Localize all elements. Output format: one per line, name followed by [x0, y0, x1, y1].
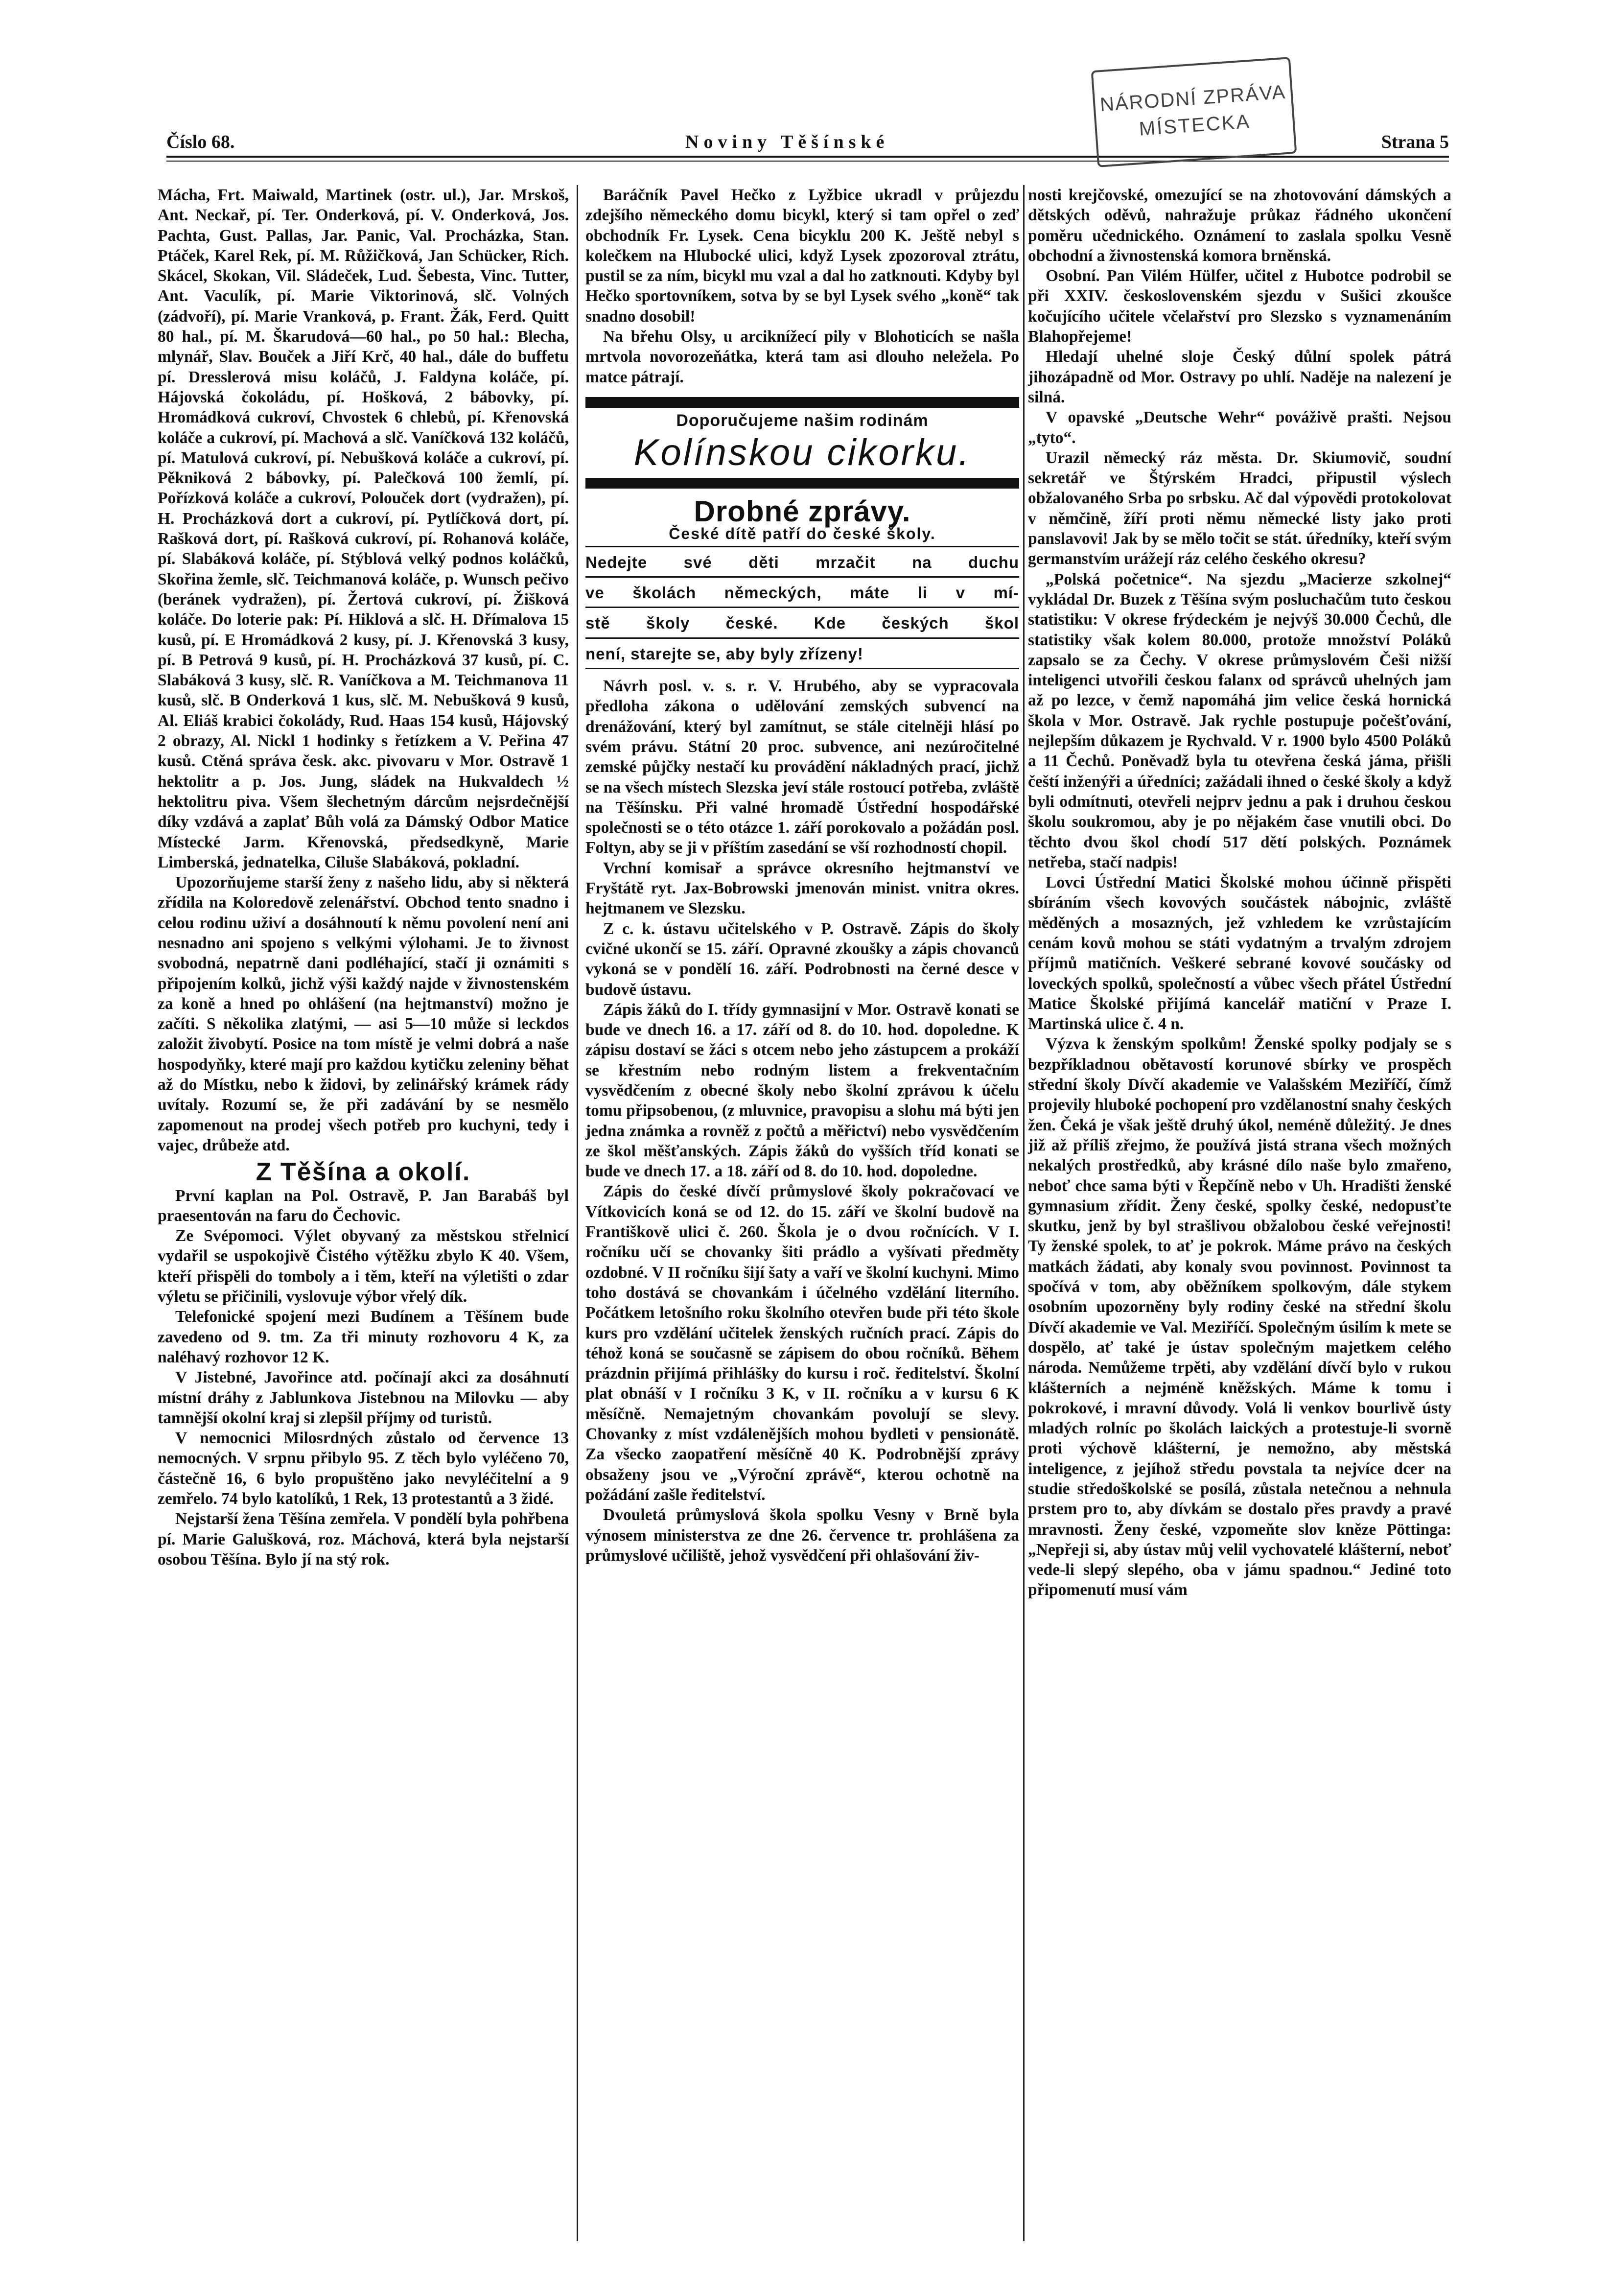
article-teachers-institute: Z c. k. ústavu učitelského v P. Ostravě. Zápis do školy cvičné ukončí se 15. září. Opravné zkoušky a zápis chovanců vykoná se v pondělí 16. září. Podrobnosti na černé desce v budově ústavu. — [585, 919, 1019, 999]
article-bicycle: Baráčník Pavel Hečko z Lyžbice ukradl v průjezdu zdejšího německého domu bicykl, který si tam opřel o zeď obchodník Fr. Lysek. Cena bicyklu 200 K. Ještě nebyl s kolečkem na Hlubocké ulici, když Lysek zpozoroval ztrátu, pustil se za ním, bicykl mu vzal a dal ho zatknouti. Kdyby byl Hečko sportovníkem, sotva by se byl Lysek svého „koně“ tak snadno dosobil! — [585, 186, 1019, 326]
slogan-line-2: ve školách německých, máte li v mí- — [585, 578, 1019, 608]
article-hunters: Lovci Ústřední Matici Školské mohou účinně přispěti sbíráním všech kovových součástek nábojnic, zvláště měděných a mosazných, jež vzhledem ke vzrůstajícím cenám kovů mohou se státi vydatným a trvalým zdrojem příjmů matičních. Veškeré sebrané kovové součásky od loveckých spolků, společností a vůbec všech přátel Ústřední Matice Školské přijímá kancelář matiční v Praze I. Martinská ulice č. 4 n. — [1028, 873, 1451, 1033]
slogan-line-1: Nedejte své děti mrzačit na duchu — [585, 547, 1019, 578]
column-divider-1 — [577, 185, 578, 2241]
article-personal: Osobní. Pan Vilém Hülfer, učitel z Hubotce podrobil se při XXIV. československém sjezdu v Sušici zkoušce kočujícího učitele včelařství pro Slezsko s vyznamenáním Blahopřejeme! — [1028, 267, 1451, 346]
article-greengrocer: Upozorňujeme starší ženy z našeho lidu, aby si některá zřídila na Koloredově zelenářství. Obchod tento snadno i celou rodinu uživí a dosáhnoutí k němu povolení není ani nesnadno ani spojeno s velkými výlohami. Je to živnost svobodná, nepatrně dani podléhající, stačí ji oznámiti s připojením kolků, jichž výši každý najde v živnostenském za koně a hned po ohlášení (na hejtmanství) možno je začíti. S několika zlatými, — asi 5—10 může si leckdos založit živobytí. Posice na tom místě je velmi dobrá a naše hospodyňky, které mají pro každou kytičku zeleniny běhat až do Místku, nebo k židovi, by zelinářský krámek rády uvítaly. Rozumí se, že při zadávání by se nesmělo zapomenout na prodej všech potřeb pro kuchyni, tedy i vajec, drůbeže atd. — [158, 873, 569, 1154]
article-commissioner: Vrchní komisař a správce okresního hejtmanství ve Fryštátě ryt. Jax-Bobrowski jmenován minist. vnitra okres. hejtmanem ve Slezsku. — [585, 859, 1019, 918]
article-hospital: V nemocnici Milosrdných zůstalo od července 13 nemocných. V srpnu přibylo 95. Z těch bylo vyléčeno 70, částečně 16, 6 bylo propuštěno jako nevyléčitelní a 9 zemřelo. 74 bylo katolíků, 1 Rek, 13 protestantů a 3 židé. — [158, 1429, 569, 1508]
article-polish-arithmetic: „Polská početnice“. Na sjezdu „Macierze szkolnej“ vykládal Dr. Buzek z Těšína svým posluchačům tuto českou statistiku: V okrese frýdeckém je nejvýš 30.000 Čechů, dle statistiky však kolem 80.000, protože množství Poláků zapsalo se za Čechy. V okrese průmyslovém Češi nižší inteligenci utvořili českou falanx od správců uhelných jam až po lezce, v čemž napomáhá jim velice česká hornická škola v Mor. Ostravě. Jak rychle postupuje počešťování, nejlepším důkazem je Rychvald. V r. 1900 bylo 4500 Poláků a 11 Čechů. Poněvadž byla tu otevřena česká jáma, přišli čeští inženýři a úředníci; zažádali ihned o české školy a když byli odmítnuti, otevřeli nejprv jednu a pak i druhou českou školu soukromou, aby je po nějakém čase vnutili obci. Do těchto dvou škol chodí 517 dětí polských. Poznámek netřeba, stačí nadpis! — [1028, 570, 1452, 871]
slogan-line-3: stě školy české. Kde českých škol — [585, 608, 1019, 638]
stamp-line2: MÍSTECKA — [1138, 111, 1252, 140]
article-jistebna: V Jistebné, Javořince atd. počínají akci za dosáhnutí místní dráhy z Jablunkova Jistebnou na Milovku — aby tamnější okolní kraj si zlepšil příjmy od turistů. — [158, 1368, 569, 1427]
article-womens-associations: Výzva k ženským spolkům! Ženské spolky podjaly se s bezpříkladnou obětavostí korunové sbírky ve prospěch střední školy Dívčí akademie ve Valašském Meziříčí, čímž projevily hluboké pochopení pro vzdělanostní snahy českých žen. Čeká je však ještě druhý úkol, neméně důležitý. Je dnes již až příliš zřejmo, že používá jistá strana všech možných nekalých prostředků, aby krásné dílo naše bylo zmařeno, neboť chce sama býti v Řepčíně nebo v Uh. Hradišti ženské gymnasium zřídit. Ženy české, spolky české, nedopusťte skutku, jenž by byl strašlivou obžalobou české veřejnosti! Ty ženské spolek, to ať je pokrok. Máme právo na českých matkách žádati, aby konaly svou povinnost. Povinnost ta spočívá v tom, aby oběžníkem spolkovým, dále stykem osobním upozorněny byly rodiny české na střední školu Dívčí akademie ve Val. Meziříčí. Společným úsilím k mete se dospělo, ať také je ústav společným majetkem celého národa. Nemůžeme trpěti, aby vzdělání dívčí bylo v rukou klášterních a nejméně kněžských. Máme k tomu i pokrokové, i mravní důvody. Volá li venkov bourlivě ústy mladých rolníc po školách laických a protestuje-li svorně proti výchově klášterní, je nemožno, aby městská inteligence, z jejíhož středu povstala ta nejvíce dcer na studie středoškolské se posílá, zůstala netečnou a nehnula prstem pro to, aby dívkám se dostalo přes pravdy a pravé mravnosti. Ženy české, vzpomeňte slov kněze Pöttinga: „Nepřeji si, aby ústav můj velil vychovatelé klášterní, neboť vede-li slepý slepého, oba v jámu spadnou.“ Jediné toto připomenutí musí vám — [1028, 1035, 1452, 1599]
article-german-character: Urazil německý ráz města. Dr. Skiumovič, soudní sekretář ve Štýrském Hradci, připustil výslech obžalovaného Srba po srbsku. Ač dal výpovědi protokolovat v němčině, žíří proti němu německé listy jako proti panslavovi! Jak by se mělo točit se stát. úředníky, kteří svým germanstvím urážejí ráz celého českého okresu? — [1028, 448, 1451, 568]
stamp-line1: NÁRODNÍ ZPRÁVA — [1099, 81, 1287, 116]
news-subheading: České dítě patří do české školy. — [585, 524, 1019, 547]
article-olsa: Na břehu Olsy, u arciknížecí pily v Blohoticích se našla mrtvola novorozeňátka, která tam asi dlouho neležela. Po matce pátrají. — [585, 328, 1019, 386]
article-vesna-continued: nosti krejčovské, omezující se na zhotovování dámských a dětských oděvů, nahražuje průkaz řádného ukončení poměru učednického. Oznámení to zaslala spolku Vesně obchodní a živnostenská komora brněnská. — [1028, 186, 1451, 265]
page-number: Strana 5 — [1381, 132, 1449, 152]
column-divider-2 — [1023, 185, 1025, 2241]
article-lead: Upozorňujeme starší ženy z našeho lidu, — [175, 873, 463, 892]
article-girls-school: Zápis do české dívčí průmyslové školy pokračovací ve Vítkovicích koná se od 12. do 15. září ve školní budově na Františkově ulici č. 260. Škola je o dvou ročnících. V I. ročníku učí se chovanky šiti prádlo a vyšívati předměty ozdobné. V II ročníku šijí šaty a vaří ve školní kuchyni. Mimo toho dostává se chovankám i účelného vzdělání literního. Počátkem letošního roku školního otevřen bude při této škole kurs pro vzdělání učitelek ženských ručních prací. Zápis do téhož koná se současně se zápisem do obou ročníků. Během prázdnin přijímá přihlášky do kursu i roč. ředitelství. Školní plat obnáší v I ročníku 3 K, v II. ročníku a v kursu 6 K měsíčně. Nemajetným chovankám povolují se slevy. Chovanky z míst vzdálenějších mohou bydleti v pensionátě. Za všecko zaopatření měsíčně 40 K. Podrobnější zprávy obsaženy jsou ve „Výroční zprávě“, kterou ochotně na požádání zašle ředitelství. — [585, 1182, 1019, 1504]
section-heading: Z Těšína a okolí. — [256, 1158, 471, 1187]
library-stamp — [1091, 57, 1297, 167]
column-2 — [585, 185, 1019, 1566]
article-drainage: Návrh posl. v. s. r. V. Hrubého, aby se vypracovala předloha zákona o udělování zemských subvencí na drenážování, který byl zamítnut, se stále citelněji hlásí po svém právu. Státní 20 proc. subvence, ani nezúročitelné zemské půjčky nestačí ku provádění nákladných prací, jichž se na všech místech Slezska jeví stále rostoucí potřeba, zvláště na Těšínsku. Při valné hromadě Ústřední hospodářské společnosti se o této otázce 1. září porokovalo a požádán posl. Foltyn, aby se ji v příštím zasedání se vší rozhodností chopil. — [585, 677, 1019, 857]
column-3 — [1028, 185, 1451, 1600]
stamp-graphic — [1093, 59, 1295, 165]
article-coal: Hledají uhelné sloje Český důlní spolek pátrá jihozápadně od Mor. Ostravy po uhlí. Naděje na nalezení je silná. — [1028, 348, 1451, 406]
article-chaplain: První kaplan na Pol. Ostravě, P. Jan Barabáš byl praesentován na faru do Čechovic. — [158, 1186, 569, 1225]
news-heading: Drobné zprávy. — [694, 495, 911, 528]
article-svepomoc: Ze Svépomoci. Výlet obyvaný za městskou střelnicí vydařil se uspokojivě Čistého výtěžku zbylo K 40. Všem, kteří přispěli do tomboly a i těm, kteří na výletišti o zdar výletu se přičinili, vyslovuje výbor vřelý dík. — [158, 1227, 569, 1306]
article-vesna-school: Dvouletá průmyslová škola spolku Vesny v Brně byla výnosem ministerstva ze dne 26. července tr. prohlášena za průmyslové učiliště, jehož vysvědčení při ohlašování živ- — [585, 1506, 1019, 1565]
ad-tagline: Doporučujeme našim rodinám — [676, 411, 929, 430]
article-telephone: Telefonické spojení mezi Budínem a Těšínem bude zavedeno od 9. tm. Za tři minuty rozhovoru 4 K, za naléhavý rozhovor 12 K. — [158, 1308, 569, 1366]
issue-number: Číslo 68. — [166, 132, 235, 152]
advertisement-chicory — [585, 397, 1019, 489]
newspaper-title: Noviny Těšínské — [685, 132, 889, 152]
article-gymnasium-enrollment: Zápis žáků do I. třídy gymnasijní v Mor. Ostravě konati se bude ve dnech 16. a 17. září od 8. do 10. hod. dopoledne. K zápisu dostaví se žáci s otcem nebo jeho zástupcem a prokáží se křestním nebo rodným listem a frekventačním vysvědčením z obecné školy nebo školní zprávou k účelu tomu připsobenou, (z mluvnice, pravopisu a slohu má býti jen jedna známka a rovněž z počtů a měřictví) nebo vysvědčením ze škol měšťanských. Zápis žáků do vyšších tříd konati se bude ve dnech 17. a 18. září od 8. do 10. hod. dopoledne. — [585, 1000, 1020, 1181]
article-oldest-woman: Nejstarší žena Těšína zemřela. V pondělí byla pohřbena pí. Marie Galušková, roz. Máchová, která byla nejstarší osobou Těšína. Bylo jí na stý rok. — [158, 1510, 569, 1569]
ad-product: Kolínskou cikorku. — [633, 432, 971, 474]
donors-list: Mácha, Frt. Maiwald, Martinek (ostr. ul.), Jar. Mrskoš, Ant. Neckař, pí. Ter. Onderková, pí. V. Onderková, Jos. Pachta, Gust. Pallas, Jar. Panic, Val. Procházka, Stan. Ptáček, Karel Rek, pí. M. Růžičková, Jan Schücker, Rich. Skácel, Skokan, Vil. Sládeček, Lud. Šebesta, Vinc. Tutter, Ant. Vaculík, pí. Marie Viktorinová, slč. Volných (zádvoří), pí. Marie Vranková, p. Frant. Žák, Ferd. Quitt 80 hal., pí. M. Škarudová—60 hal., po 50 hal.: Blecha, mlynář, Slav. Bouček a Jiří Krč, 40 hal., dále do buffetu pí. Dresslerová misu koláčů, J. Faldyna koláče, pí. Hájovská čokoládu, pí. Hošková, 2 bábovky, pí. Hromádková cukroví, Chvostek 6 chlebů, pí. Křenovská koláče a cukroví, pí. Machová a slč. Vaníčková 132 koláčů, pí. Matulová cukroví, pí. Nebušková koláče a cukroví, pí. Pěkniková 2 bábovky, pí. Palečková 100 žemlí, pí. Pořízková koláče a cukroví, Polouček dort (vydražen), pí. H. Procházková dort a cukroví, pí. Pytlíčková dort, pí. Rašková dort, pí. Rašková cukroví, pí. Rohanová koláče, pí. Slabáková koláče, pí. Stýblová velký podnos koláčků, Skořina žemle, slč. Teichmanová koláče, p. Wunsch pečivo (beránek vydražen), pí. Žertová cukroví, pí. Žišková koláče. Do loterie pak: Pí. Hiklová a slč. H. Dřímalova 15 kusů, pí. E Hromádková 2 kusy, pí. J. Křenovská 3 kusy, pí. B Petrová 9 kusů, pí. H. Procházková 37 kusů, pí. C. Slabáková 3 kusy, slč. R. Vaníčkova a M. Teichmanova 11 kusů, slč. B Onderková 1 kus, slč. M. Nebušková 9 kusů, Al. Eliáš krabici čokolády, Rud. Haas 154 kusů, Hájovský 2 obrazy, Al. Nickl 1 hodinky s řetízkem a V. Peřina 47 kusů. Ctěná správa česk. akc. pivovaru v Mor. Ostravě 1 hektolitr a p. Jos. Jung, sládek na Hukvaldech ½ hektolitru piva. Všem šlechetným dárcům nejsrdečnější díky vzdává a zaplať Bůh volá za Dámský Odbor Matice Místecké Jarm. Křenovská, předsedkyně, Marie Limberská, jednatelka, Ciluše Slabáková, pokladní. — [158, 186, 569, 871]
column-1 — [158, 185, 569, 1570]
article-deutsche-wehr: V opavské „Deutsche Wehr“ pováživě prašti. Nejsou „tyto“. — [1028, 408, 1451, 447]
header-rule-bottom — [166, 161, 1449, 162]
slogan-line-4: není, starejte se, aby byly zřízeny! — [585, 639, 1019, 669]
